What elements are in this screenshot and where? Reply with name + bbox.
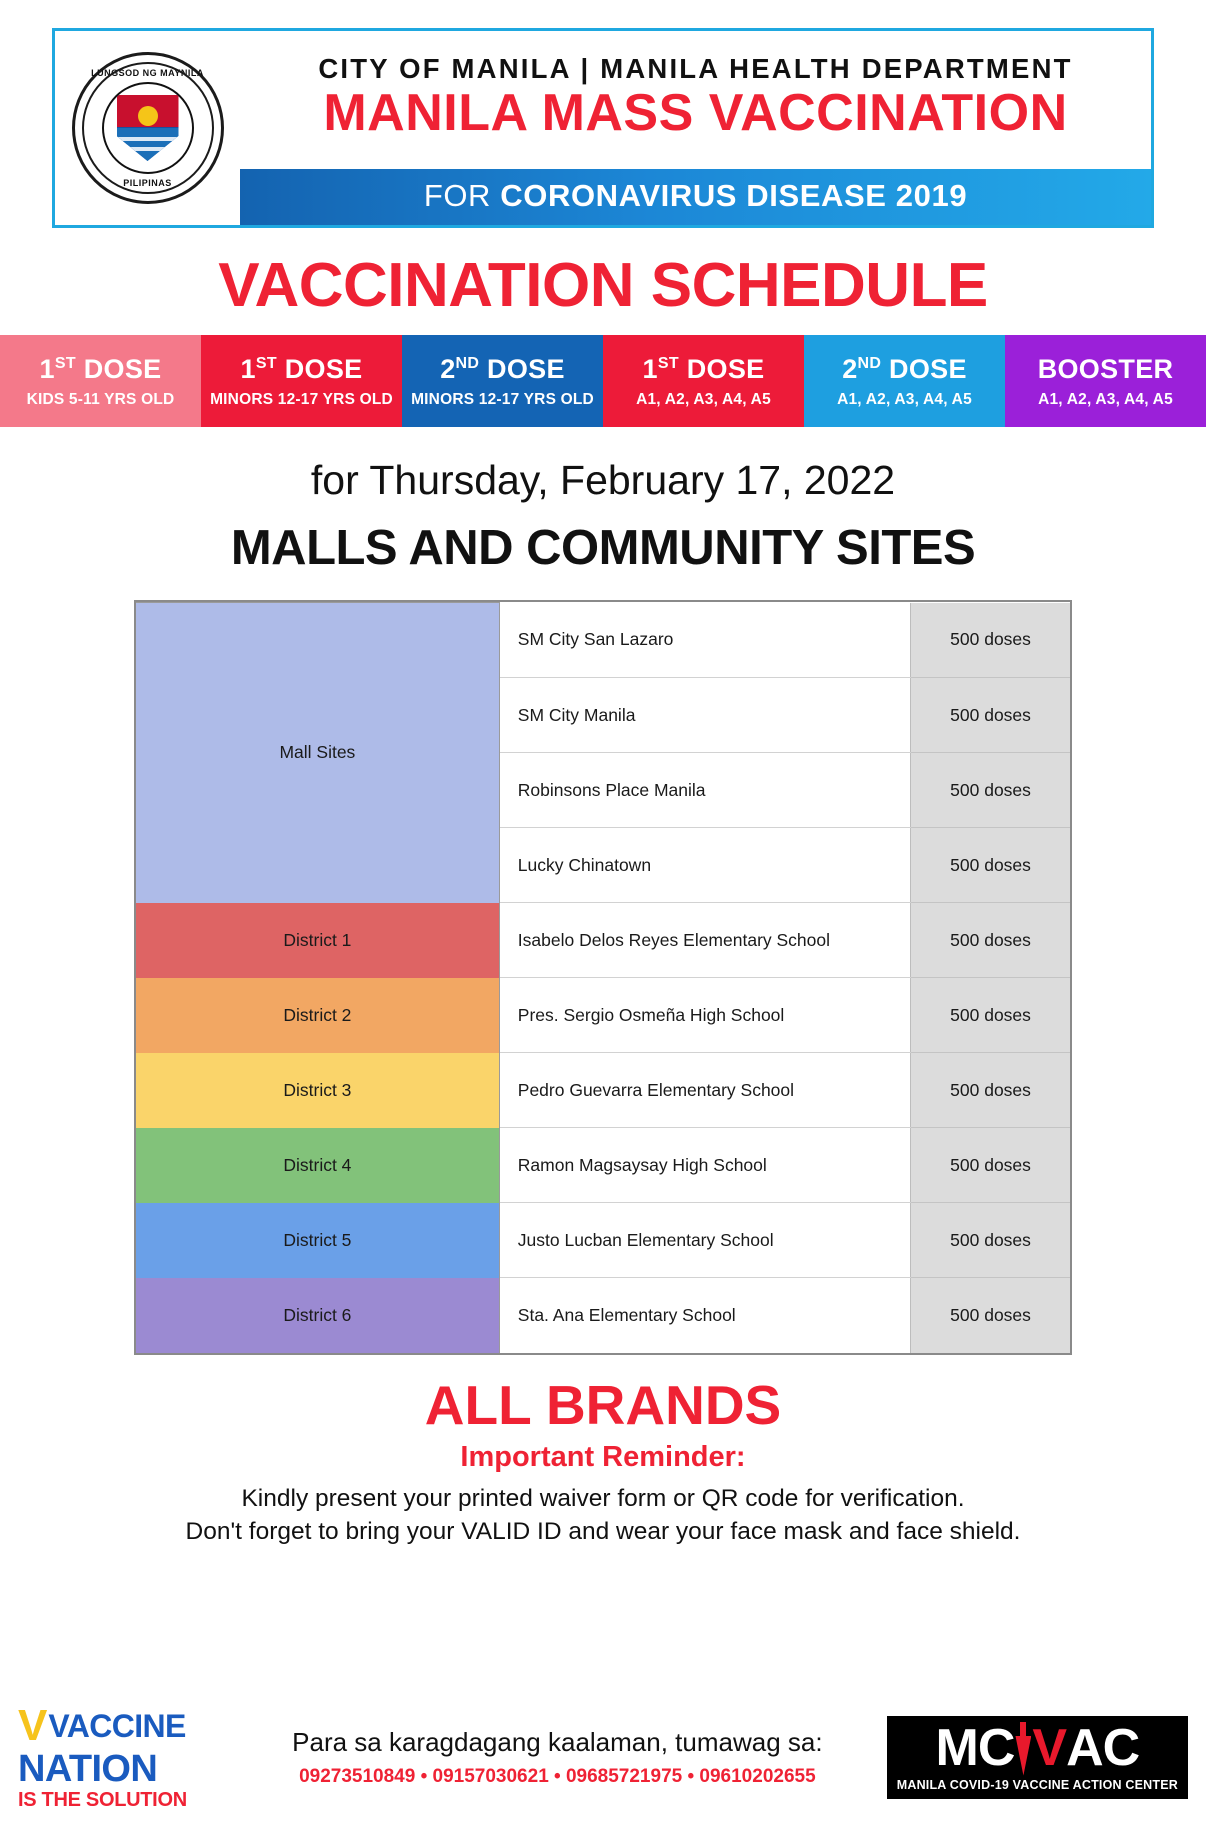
dose-cell-1-label: 1ST DOSE [39, 353, 162, 384]
table-cell-doses: 500 doses [911, 1278, 1070, 1353]
schedule-table [136, 602, 1070, 1353]
table-cell-doses: 500 doses [911, 1128, 1070, 1203]
table-cell-site: Justo Lucban Elementary School [499, 1203, 910, 1278]
table-cell-doses: 500 doses [911, 753, 1070, 828]
table-cell-site: Robinsons Place Manila [499, 753, 910, 828]
table-cell-doses: 500 doses [911, 1053, 1070, 1128]
reminder-heading: Important Reminder: [460, 1440, 746, 1473]
seal-top-text: LUNGSOD NG MAYNILA [91, 68, 204, 78]
table-cell-category: District 3 [136, 1053, 499, 1128]
table-cell-site: SM City Manila [499, 678, 910, 753]
table-cell-category: District 4 [136, 1128, 499, 1203]
footer [0, 1702, 1206, 1812]
seal-container [55, 31, 240, 225]
poster-page [0, 28, 1206, 1828]
dose-cell-4 [603, 335, 804, 427]
page-title: VACCINATION SCHEDULE [218, 251, 988, 320]
syringe-icon [1015, 1722, 1031, 1776]
disease-line-prefix: FOR [423, 178, 501, 213]
table-cell-doses: 500 doses [911, 978, 1070, 1053]
all-brands-label: ALL BRANDS [424, 1373, 782, 1436]
header-banner [52, 28, 1154, 228]
table-cell-site: Lucky Chinatown [499, 828, 910, 903]
table-cell-doses: 500 doses [911, 603, 1070, 678]
table-cell-site: Pedro Guevarra Elementary School [499, 1053, 910, 1128]
dose-cell-3-sublabel: MINORS 12-17 YRS OLD [411, 390, 594, 408]
table-row [136, 1203, 1070, 1278]
dose-cell-6 [1005, 335, 1206, 427]
footer-call-label: Para sa karagdagang kaalaman, tumawag sa: [292, 1726, 823, 1757]
vaccine-nation-logo [18, 1701, 228, 1811]
mcvac-tagline: MANILA COVID-19 VACCINE ACTION CENTER [896, 1777, 1178, 1792]
table-cell-category: District 1 [136, 903, 499, 978]
table-row [136, 978, 1070, 1053]
table-row [136, 903, 1070, 978]
campaign-title: MANILA MASS VACCINATION [323, 84, 1068, 142]
footer-contact-block [228, 1727, 887, 1788]
manila-city-seal-icon [72, 52, 224, 204]
department-line: CITY OF MANILA | MANILA HEALTH DEPARTMENT [318, 53, 1073, 84]
dose-cell-4-sublabel: A1, A2, A3, A4, A5 [636, 390, 771, 408]
section-title: MALLS AND COMMUNITY SITES [230, 521, 976, 575]
vaccine-nation-vaccine-text: VACCINE [48, 1708, 186, 1744]
dose-cell-4-label: 1ST DOSE [642, 353, 765, 384]
table-cell-site: Isabelo Delos Reyes Elementary School [499, 903, 910, 978]
mcvac-v-text: V [1032, 1718, 1067, 1777]
table-cell-site: Ramon Magsaysay High School [499, 1128, 910, 1203]
dose-cell-5-label: 2ND DOSE [842, 353, 967, 384]
schedule-date: for Thursday, February 17, 2022 [310, 457, 896, 503]
seal-bottom-text: PILIPINAS [123, 178, 172, 188]
shield-icon [117, 95, 179, 161]
dose-cell-5-sublabel: A1, A2, A3, A4, A5 [837, 390, 972, 408]
dose-cell-6-label: BOOSTER [1037, 353, 1174, 384]
table-row [136, 1128, 1070, 1203]
table-cell-doses: 500 doses [911, 678, 1070, 753]
table-cell-site: SM City San Lazaro [499, 603, 910, 678]
table-row [136, 1053, 1070, 1128]
table-cell-site: Pres. Sergio Osmeña High School [499, 978, 910, 1053]
mcvac-ac-text: AC [1066, 1718, 1140, 1777]
table-cell-category: District 2 [136, 978, 499, 1053]
table-cell-doses: 500 doses [911, 1203, 1070, 1278]
dose-strip [0, 335, 1206, 427]
dose-cell-1 [0, 335, 201, 427]
dose-cell-2 [201, 335, 402, 427]
table-cell-category: District 6 [136, 1278, 499, 1353]
dose-cell-1-sublabel: KIDS 5-11 YRS OLD [26, 390, 175, 408]
disease-line-bold: CORONAVIRUS DISEASE 2019 [500, 178, 968, 213]
vaccine-nation-solution-text: IS THE SOLUTION [18, 1789, 187, 1811]
dose-cell-3-label: 2ND DOSE [440, 353, 565, 384]
table-cell-category: District 5 [136, 1203, 499, 1278]
vaccine-nation-nation-text: NATION [18, 1748, 158, 1790]
schedule-table-container [134, 600, 1072, 1355]
dose-cell-2-sublabel: MINORS 12-17 YRS OLD [210, 390, 393, 408]
table-cell-category: Mall Sites [136, 603, 499, 903]
mcvac-mc-text: MC [935, 1718, 1015, 1777]
mcvac-logo [887, 1716, 1188, 1799]
vaccine-nation-v-icon: V [18, 1701, 47, 1750]
reminder-line-2: Don't forget to bring your VALID ID and wear your face mask and face shield. [185, 1517, 1021, 1545]
table-row [136, 1278, 1070, 1353]
table-row [136, 603, 1070, 678]
disease-line [240, 169, 1151, 225]
seal-inner-ring [102, 82, 194, 174]
reminder-line-1: Kindly present your printed waiver form or QR code for verification. [241, 1484, 965, 1512]
table-cell-doses: 500 doses [911, 828, 1070, 903]
dose-cell-6-sublabel: A1, A2, A3, A4, A5 [1038, 390, 1173, 408]
footer-phone-numbers: 09273510849 • 09157030621 • 09685721975 • 09610202655 [299, 1765, 816, 1787]
banner-text-block [240, 31, 1151, 225]
table-cell-site: Sta. Ana Elementary School [499, 1278, 910, 1353]
dose-cell-3 [402, 335, 603, 427]
reminder-text [0, 1482, 1206, 1548]
table-cell-doses: 500 doses [911, 903, 1070, 978]
dose-cell-2-label: 1ST DOSE [240, 353, 363, 384]
dose-cell-5 [804, 335, 1005, 427]
